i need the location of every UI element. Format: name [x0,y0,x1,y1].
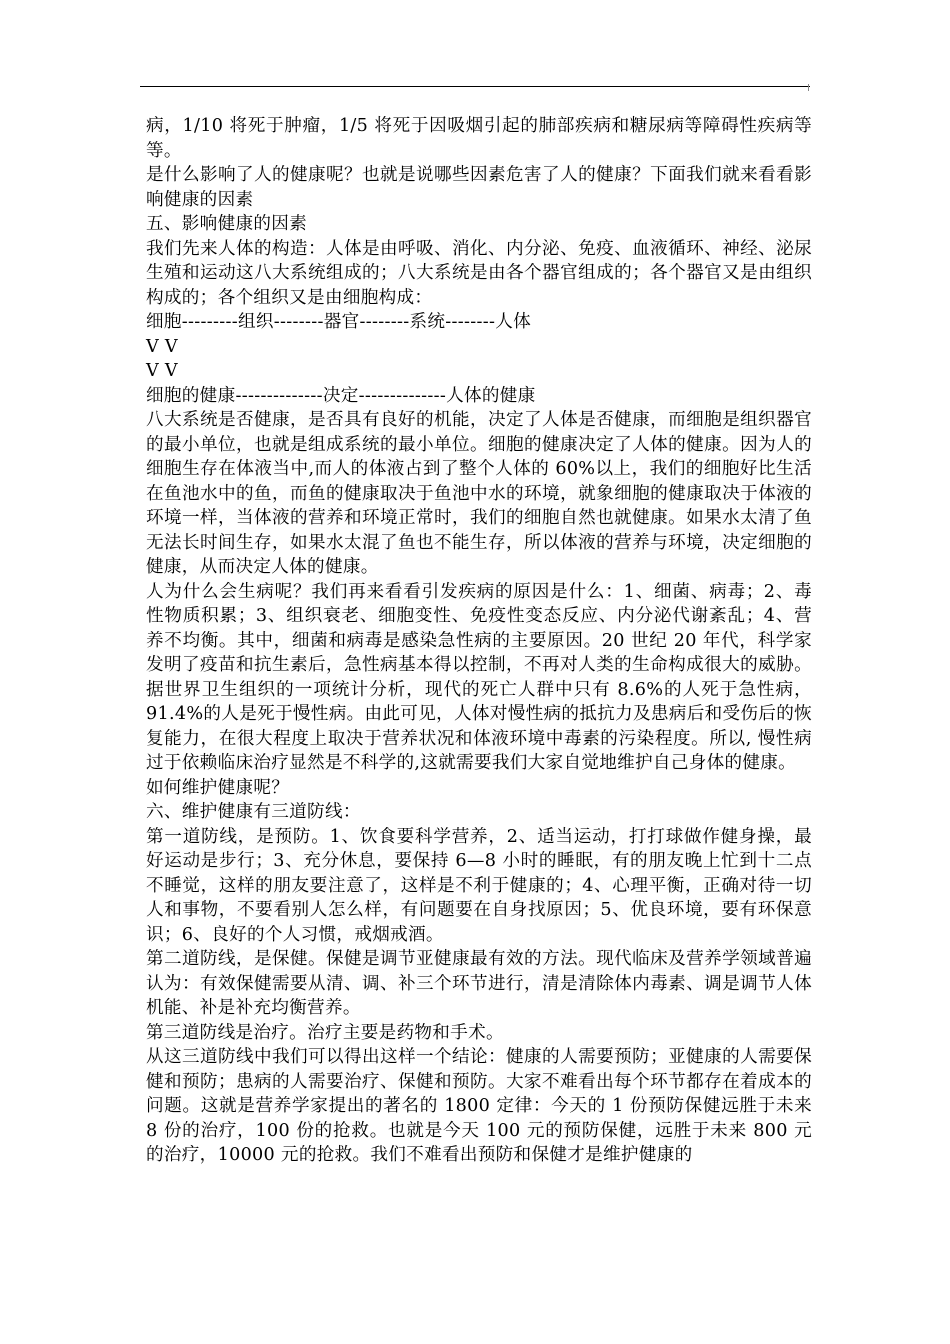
paragraph-body-structure: 我们先来人体的构造：人体是由呼吸、消化、内分泌、免疫、血液循环、神经、泌尿生殖和运动这八大系统组成的；八大系统是由各个器官组成的；各个器官又是由组织构成的；各个组织又是由细胞构成： [146,238,812,308]
paragraph-how-to-maintain: 如何维护健康呢？ [146,777,290,798]
paragraph-health-question: 是什么影响了人的健康呢？也就是说哪些因素危害了人的健康？下面我们就来看看影响健康的因素 [146,165,812,210]
header-rule [140,86,810,87]
paragraph-disease-statistics: 病，1/10 将死于肿瘤，1/5 将死于因吸烟引起的肺部疾病和糖尿病等障碍性疾病等等。 [146,116,812,161]
paragraph-causes-of-illness: 人为什么会生病呢？我们再来看看引发疾病的原因是什么：1、细菌、病毒；2、毒性物质积累；3、组织衰老、细胞变性、免疫性变态反应、内分泌代谢紊乱；4、营养不均衡。其中，细菌和病毒是感染急性病的主要原因。20 世纪 20 年代，科学家发明了疫苗和抗生素后，急性病基本得以控制，不再对人类的生命构成很大的威胁。据世界卫生组织的一项统计分析，现代的死亡人群中只有 8.6%的人死于急性病，91.4%的人是死于慢性病。由此可见，人体对慢性病的抵抗力及患病后和受伤后的恢复能力，在很大程度上取决于营养状况和体液环境中毒素的污染程度。所以, 慢性病过于依赖临床治疗显然是不科学的,这就需要我们大家自觉地维护自己身体的健康。 [146,581,812,773]
paragraph-third-defense: 第三道防线是治疗。治疗主要是药物和手术。 [146,1022,504,1043]
diagram-line-determines: 细胞的健康--------------决定--------------人体的健康 [146,385,536,406]
diagram-line-hierarchy: 细胞---------组织--------器官--------系统--------人体 [146,312,532,332]
paragraph-first-defense: 第一道防线，是预防。1、饮食要科学营养，2、适当运动，打打球做作健身操，最好运动是步行；3、充分休息，要保持 6—8 小时的睡眠，有的朋友晚上忙到十二点不睡觉，这样的朋友要注意了，这样是不利于健康的；4、心理平衡，正确对待一切人和事物，不要看别人怎么样，有问题要在自身找原因；5、优良环境，要有环保意识；6、良好的个人习惯，戒烟戒酒。 [146,826,812,945]
paragraph-conclusion: 从这三道防线中我们可以得出这样一个结论：健康的人需要预防；亚健康的人需要保健和预防；患病的人需要治疗、保健和预防。大家不难看出每个环节都存在着成本的问题。这就是营养学家提出的著名的 1800 定律：今天的 1 份预防保健远胜于未来 8 份的治疗，100 份的抢救。也就是今天 100 元的预防保健，远胜于未来 800 元的治疗，10000 元的抢救。我们不难看出预防和保健才是维护健康的 [146,1047,812,1165]
diagram-line-arrows-2: V V [146,361,178,381]
section-heading-three-defenses: 六、维护健康有三道防线： [146,802,361,822]
section-heading-health-factors: 五、影响健康的因素 [146,214,308,234]
paragraph-second-defense: 第二道防线，是保健。保健是调节亚健康最有效的方法。现代临床及营养学领域普遍认为：有效保健需要从清、调、补三个环节进行，清是清除体内毒素、调是调节人体机能、补是补充均衡营养。 [146,949,812,1018]
diagram-line-arrows-1: V V [146,336,178,357]
header-rule-end-mark [808,84,809,91]
paragraph-cell-health: 八大系统是否健康，是否具有良好的机能，决定了人体是否健康，而细胞是组织器官的最小单位，也就是组成系统的最小单位。细胞的健康决定了人体的健康。因为人的细胞生存在体液当中,而人的体液占到了整个人体的 60%以上，我们的细胞好比生活在鱼池水中的鱼，而鱼的健康取决于鱼池中水的环境，就象细胞的健康取决于体液的环境一样，当体液的营养和环境正常时，我们的细胞自然也就健康。如果水太清了鱼无法长时间生存，如果水太混了鱼也不能生存，所以体液的营养与环境，决定细胞的健康，从而决定人体的健康。 [146,410,812,577]
document-body [146,114,812,1168]
